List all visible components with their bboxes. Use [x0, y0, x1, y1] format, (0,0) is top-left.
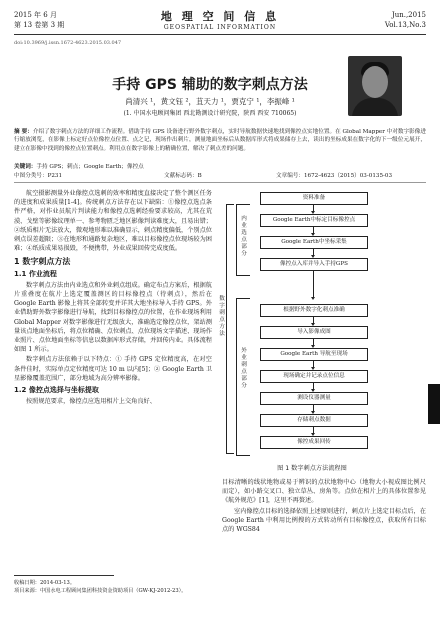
subsection-heading: 1.1 作业流程 — [14, 269, 57, 278]
flow-arrow — [313, 249, 314, 255]
footnote — [14, 579, 426, 595]
issue-date: 2015 年 6 月 — [14, 11, 57, 19]
flow-step: Google Earth中标定目标像控点 — [260, 214, 368, 227]
journal-name-cn: 地 理 空 间 信 息 — [160, 10, 280, 23]
selection-paragraph: 按照规范要求，像控点应选用相片上交角良好、 — [26, 398, 156, 406]
flow-arrow — [313, 271, 314, 297]
intro-paragraph: 航空摄影测量外业像控点选刺的效率和精度直接决定了整个测区任务的进度和成果质量[1-4]。传统刺点方法存在以下缺陷：①像控点选点条件严格，对作业员航片判读能力和像控点选刺经验要求较高，尤其在荒漠、戈壁等影像纹理单一、参考物匮乏地区影像判读难度大，且易出错；②纸质相片无法放大，微观地形难以准确显示，刺点精度偏低，个别点位刺点误差超限；③在地形和通路复杂地区，难以目标像控点位现场较为困难；④纸质成果易损毁，不便携带，外业成果回传完成度低。 — [14, 190, 212, 253]
clc-number: 中图分类号：P231 — [14, 173, 63, 179]
flow-step: 像控点入库并导入手持GPS — [260, 258, 368, 271]
flow-arrow — [313, 427, 314, 433]
flow-step: 测设仪器测量 — [260, 392, 368, 405]
received-date: 收稿日期：2014-03-13。 — [14, 580, 76, 586]
workflow-paragraph: 数字刺点方法由内业选点和外业刺点组成。确定布点方案后，根据航片重叠度在航片上选定覆盖测区的目标像控点（待刺点），然后在 Google Earth 影像上将其全部转变并详其大地坐标导入手持 GPS。外业借助野外数字影像进行导航，找到目标像控点的位置，在作业现场利用 Global Mapper 对数字影像进行无级放大，准确选定像控点位，架站测量该点地面坐标后，将点位精确、点位刺点、点位现场文字描述、现场作业照片、点位地面坐标等信息以数据库形式存储，并回传内业。具体流程如图 1 所示。 — [14, 281, 212, 354]
flow-step: 像控成果回传 — [260, 436, 368, 449]
flow-arrow — [313, 205, 314, 211]
author-photo — [348, 56, 402, 116]
abstract — [14, 128, 426, 153]
affiliation: (1. 中国水电顾问集团 西北勘测设计研究院，陕西 西安 710065) — [123, 110, 297, 117]
volume-issue-en: Vol.13,No.3 — [384, 21, 426, 29]
document-code: 文献标志码：B — [164, 173, 202, 179]
inner-stage-label: 内业选点部分 — [241, 216, 247, 257]
abstract-separator — [14, 182, 426, 183]
page-edge-tab — [428, 384, 440, 424]
footnote-rule — [14, 575, 114, 576]
journal-name — [14, 8, 426, 31]
abstract-label: 摘 要： — [14, 129, 33, 135]
flowchart — [219, 188, 402, 460]
flow-arrow — [313, 361, 314, 367]
flow-arrow — [313, 383, 314, 389]
flow-step: 导入影像成图 — [260, 326, 368, 339]
abstract-text: 介绍了数字刺点方法的详细工作流程。借助手持 GPS 设备进行野外数字刺点，实时导航数据快速地找到像控点实地位置。在 Global Mapper 中对数字影像进行缩放浏览，在影像上标定好点位像控点位置、点之记，现场作出刺片，测量地面坐标后从数据库形式将成果储存上去，读出的坐标成果在数字化的下一级位元展开，建立在影像中找到的像控点位置刺点。利用点在数字影像上的精确位置，解决了刺点差的问题。 — [14, 129, 427, 152]
article-number: 文章编号：1672-4623（2015）03-0135-03 — [276, 173, 393, 179]
features-paragraph: 数字刺点方法依赖于以下特点：① 手持 GPS 定位精度高，在对空条件佳时，实际单点定位精度可达 10 m 以内[5]；② Google Earth 卫星影像覆盖范围广，部分地域为高分辨率影像。 — [14, 356, 212, 382]
keywords-text: 手持 GPS；刺点；Google Earth；像控点 — [36, 164, 144, 170]
flowchart-title-label: 数字刺点方法 — [219, 296, 225, 337]
extraction-paragraph: 室内像控点目标的选择依照上述原则进行，刺点片上选定目标点后，在 Google Earth 中利用比例搜的方式转动所有目标像控点，获取所有目标点的 WGS84 — [222, 507, 426, 534]
keywords — [14, 162, 426, 170]
keywords-label: 关键词： — [14, 164, 37, 170]
section-heading: 1 数字刺点方法 — [14, 257, 71, 267]
outer-stage-label: 外业刺点部分 — [241, 348, 247, 389]
header-rule — [14, 34, 426, 35]
subsection-heading: 1.2 像控点选择与坐标提取 — [14, 386, 99, 395]
target-paragraph: 目标清晰的线状地物或易于辨识的点状地物中心（地物大小视成图比例尺而定），如小路交叉口、独立草丛、房角等。点位在相片上的具体位置参见《航外规范》[1]，这里不再赘述。 — [222, 479, 426, 505]
volume-issue: 第 13 卷第 3 期 — [14, 21, 65, 29]
flow-step: 现场确定并记录点位信息 — [260, 370, 368, 383]
fund-source: 项目来源：中国水电工程顾问集团科技资金资助项目（GW-KJ-2012-23）。 — [14, 588, 187, 594]
flow-arrow — [313, 339, 314, 345]
flow-step: 根据野外数字化刺点准确 — [260, 304, 368, 317]
doi: doi:10.3969/j.issn.1672-4623.2015.03.047 — [14, 40, 122, 46]
left-column — [14, 189, 212, 571]
flow-step: Google Earth 导航至现场 — [260, 348, 368, 361]
flow-step: 资料准备 — [260, 192, 368, 205]
issue-date-en: Jun.,2015 — [391, 11, 426, 19]
flowchart-outer-bracket — [226, 204, 234, 454]
flow-step: 存储刺点数据 — [260, 414, 368, 427]
flow-step: Google Earth中坐标采集 — [260, 236, 368, 249]
running-header — [14, 8, 426, 40]
header-right — [385, 10, 426, 30]
right-column — [222, 478, 426, 573]
article-title: 手持 GPS 辅助的数字刺点方法 — [112, 77, 308, 93]
flow-arrow — [313, 405, 314, 411]
journal-name-en: GEOSPATIAL INFORMATION — [163, 24, 277, 31]
author-list: 尚清兴 ¹，黄文钰 ²，苴天力 ¹，贾克宁 ¹，李振峰 ¹ — [125, 97, 295, 106]
flow-arrow — [313, 227, 314, 233]
flow-arrow — [313, 317, 314, 323]
figure-caption: 图 1 数字刺点方法流程图 — [277, 465, 347, 472]
